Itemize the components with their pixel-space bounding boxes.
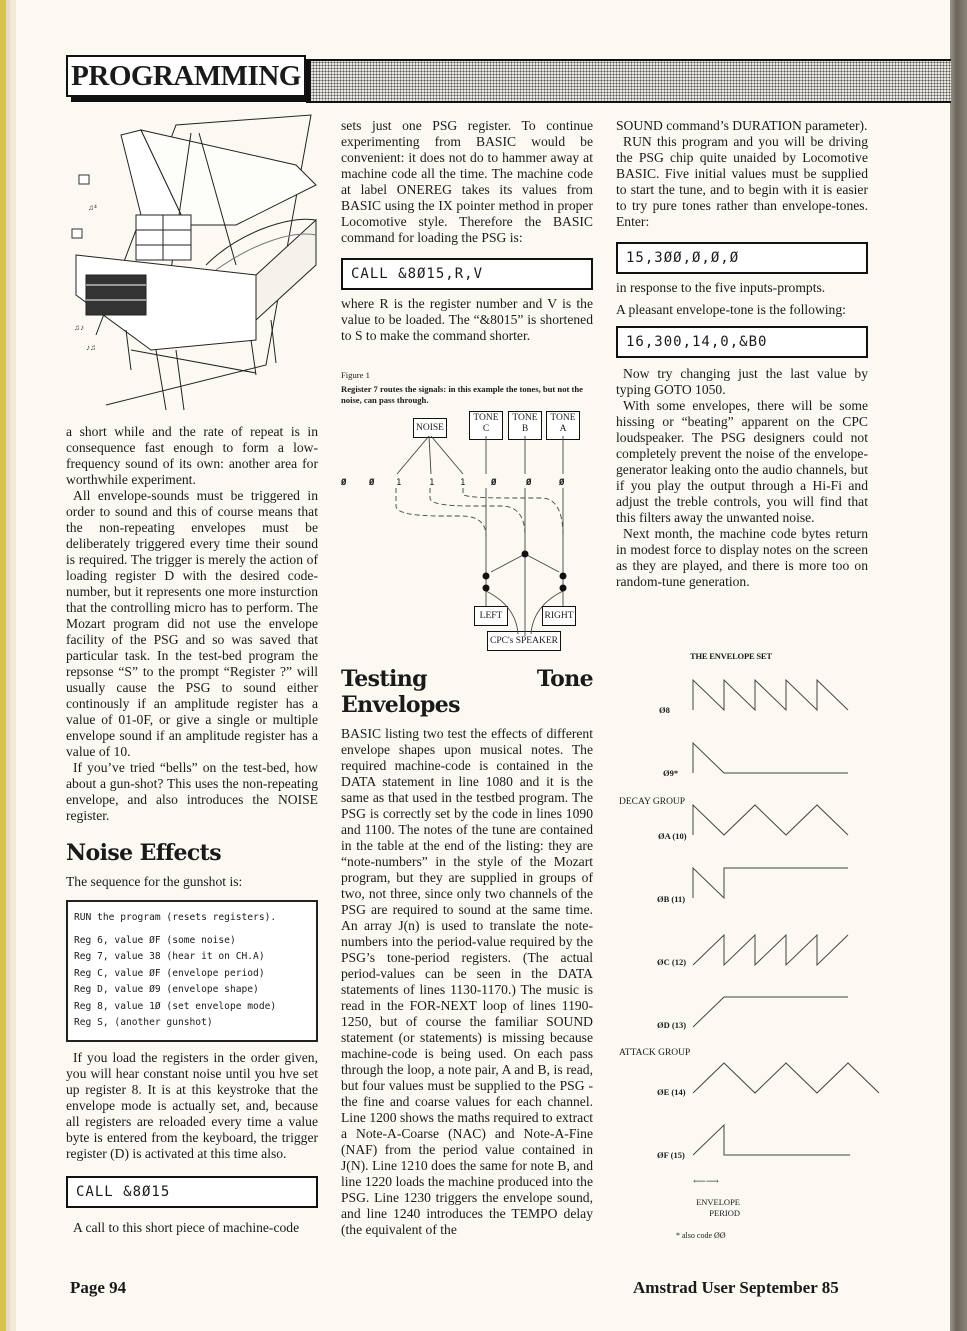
bit: Ø <box>491 478 497 488</box>
code-box-pure-tone: 15,3ØØ,Ø,Ø,Ø <box>616 242 868 274</box>
figure-caption: Register 7 routes the signals: in this example the tones, but not the noise, can pass through. <box>341 384 583 405</box>
envelope-code: ØE (14) <box>657 1087 686 1097</box>
listing-line: RUN the program (resets registers). <box>74 912 277 923</box>
code-box-envelope-tone: 16,300,14,0,&B0 <box>616 326 868 358</box>
body-paragraph: A call to this short piece of machine-code <box>73 1219 300 1235</box>
listing-line: Reg C, value ØF (envelope period) <box>74 967 265 979</box>
body-paragraph: in response to the five inputs-prompts. <box>616 280 826 295</box>
bit: 1 <box>396 478 402 488</box>
column-3 <box>616 118 868 590</box>
listing-line: Reg 6, value ØF (some noise) <box>74 934 236 946</box>
body-paragraph: A pleasant envelope-tone is the following: <box>616 302 846 317</box>
tone-b-box: TONE B <box>508 411 542 440</box>
tone-a-box: TONE A <box>546 411 580 440</box>
bit: 1 <box>460 478 466 488</box>
column-2-lower <box>341 666 593 1238</box>
bit: Ø <box>526 478 532 488</box>
envelope-code: ØD (13) <box>657 1020 687 1030</box>
envelope-footnote: * also code ØØ <box>676 1231 726 1240</box>
bit: 1 <box>429 478 435 488</box>
banner-halftone-bar <box>306 59 951 103</box>
bit: Ø <box>341 478 347 488</box>
body-paragraph: If you load the registers in the order given, you will hear constant noise until you hve set up register 8. It is at this keystroke that the envelope mode is actually set, and, because all registers are reloaded every time a value byte is entered from the keyboard, the trigger register (D) is activated at this time also. <box>66 1049 318 1161</box>
signal-routing-lines <box>341 436 593 636</box>
body-paragraph: Next month, the machine code bytes return in modest force to display notes on the screen as they are played, and there is more too on random-tune generation. <box>616 526 868 589</box>
column-2 <box>341 118 593 344</box>
body-paragraph: BASIC listing two test the effects of different envelope shapes upon musical notes. The required machine-code is contained in the DATA statement in line 1080 and it is the same as that used in the testbed program. The PSG is correctly set by the code in lines 1090 and 1100. The notes of the tune are contained in the table at the end of the listing: they are “note-numbers” in the style of the Mozart program, but they are supplied in groups of two, not three, since only two channels of the PSG are required to sound at the same time. An array J(n) is used to translate the note-numbers into the period-value required by the PSG’s tone-period registers. (The actual period-values can be seen in the DATA statements of lines 1130-1170.) The music is read in the FOR-NEXT loop of lines 1190-1250, but of course the familiar SOUND statement (or statements) is missing because machine-code is being used. On each pass through the loop, a note pair, A and B, is read, but four values must be supplied to the PSG - the fine and coarse values for each channel. Line 1200 shows the maths required to extract a Note-A-Coarse (NAC) and Note-A-Fine (NAF) from the period value contained in J(N). Line 1210 does the same for note B, and line 1220 loads the machine produced into the PSG. Line 1230 triggers the envelope sound, and line 1240 introduces the TEMPO delay (the equivalent of the <box>341 726 593 1237</box>
attack-group-label: ATTACK GROUP <box>619 1048 691 1058</box>
envelope-period-label: ENVELOPE PERIOD <box>696 1197 740 1218</box>
magazine-issue: Amstrad User September 85 <box>633 1278 839 1297</box>
body-paragraph: With some envelopes, there will be some hissing or “beating” apparent on the CPC loudspeaker. The PSG designers could not completely prevent the noise of the envelope-generator leaking onto the audio channels, but if you play the output through a Hi-Fi and adjust the treble controls, you will find that this filters away the unwanted noise. <box>616 398 868 525</box>
page-number: Page 94 <box>70 1278 127 1297</box>
listing-line: Reg 8, value 1Ø (set envelope mode) <box>74 1000 277 1012</box>
envelope-waveforms <box>690 675 890 1175</box>
body-paragraph: RUN this program and you will be driving the PSG chip quite unaided by Locomotive BASIC. Five initial values must be supplied to start the tune, and to begin with it is easier to try pure tones rather than envelope-tones. Enter: <box>616 134 868 229</box>
envelope-code: ØC (12) <box>657 957 687 967</box>
body-paragraph: sets just one PSG register. To continue experimenting from BASIC would be convenient: it does not do to hammer away at machine code all the time. The machine code at label ONEREG takes its values from BASIC using the IX pointer method in proper Locomotive style. Therefore the BASIC command for loading the PSG is: <box>341 118 593 245</box>
envelope-code: ØA (10) <box>658 831 687 841</box>
heading-testing-tone-envelopes: Testing Tone Envelopes <box>341 666 593 718</box>
column-1 <box>66 424 318 1236</box>
tone-c-box: TONE C <box>469 411 503 440</box>
body-paragraph: SOUND command’s DURATION parameter). <box>616 118 868 133</box>
page-shadow-edge <box>950 0 967 1331</box>
envelope-code: Ø8 <box>659 705 670 715</box>
bit: Ø <box>559 478 565 488</box>
period-arrow-icon: ⟵⟶ <box>693 1176 719 1186</box>
left-box: LEFT <box>474 606 508 626</box>
bit: Ø <box>369 478 375 488</box>
section-banner <box>66 55 951 101</box>
envelope-code: Ø9* <box>663 768 679 778</box>
page-binding-edge <box>0 0 16 1331</box>
gunshot-listing <box>66 900 318 1042</box>
body-paragraph: a short while and the rate of repeat is in consequence fast enough to form a low-frequency sound of its own: another area for worthwhile experiment. <box>66 424 318 487</box>
heading-noise-effects: Noise Effects <box>66 840 222 866</box>
listing-line: Reg S, (another gunshot) <box>74 1017 213 1028</box>
svg-text:♪♫: ♪♫ <box>86 343 96 352</box>
svg-text:♫⁴: ♫⁴ <box>88 203 97 212</box>
gunshot-intro: The sequence for the gunshot is: <box>66 874 243 889</box>
harpsichord-illustration <box>66 105 328 417</box>
envelope-code: ØF (15) <box>657 1150 685 1160</box>
listing-line: Reg 7, value 38 (hear it on CH.A) <box>74 951 265 962</box>
section-title: PROGRAMMING <box>66 55 306 97</box>
listing-line: Reg D, value Ø9 (envelope shape) <box>74 984 259 995</box>
figure-label: Figure 1 <box>341 370 370 380</box>
svg-text:♫♪: ♫♪ <box>74 323 84 332</box>
speaker-box: CPC's SPEAKER <box>487 631 561 651</box>
right-box: RIGHT <box>542 606 576 626</box>
noise-box: NOISE <box>413 418 447 438</box>
envelope-code: ØB (11) <box>657 894 686 904</box>
body-paragraph: where R is the register number and V is the value to be loaded. The “&8015” is shortened to S to make the command shorter. <box>341 296 593 343</box>
body-paragraph: If you’ve tried “bells” on the test-bed, how about a gun-shot? This uses the non-repeating envelope, and also introduces the NOISE register. <box>66 760 318 823</box>
call-code-box: CALL &8Ø15,R,V <box>341 258 593 290</box>
call-code-box: CALL &8Ø15 <box>66 1176 318 1208</box>
body-paragraph: All envelope-sounds must be triggered in order to sound and this of course means that the non-repeating envelopes must be deliberately triggered every time their sound is required. The trigger is merely the action of loading register D with the desired code-number, but it represents one more insturction that the controlling micro has to perform. The Mozart program did not use the envelope facility of the PSG and so was saved that particular task. In the test-bed program the repsonse “S” to the prompt “Register ?” will usually cause the PSG to sound either continously if an amplitude register has a value of 01-0F, or give a single or multiple envelope sound if an amplitude register has a value of 10. <box>66 488 318 759</box>
body-paragraph: Now try changing just the last value by typing GOTO 1050. <box>616 366 868 397</box>
decay-group-label: DECAY GROUP <box>619 797 686 807</box>
envelope-set-title: THE ENVELOPE SET <box>690 651 772 661</box>
